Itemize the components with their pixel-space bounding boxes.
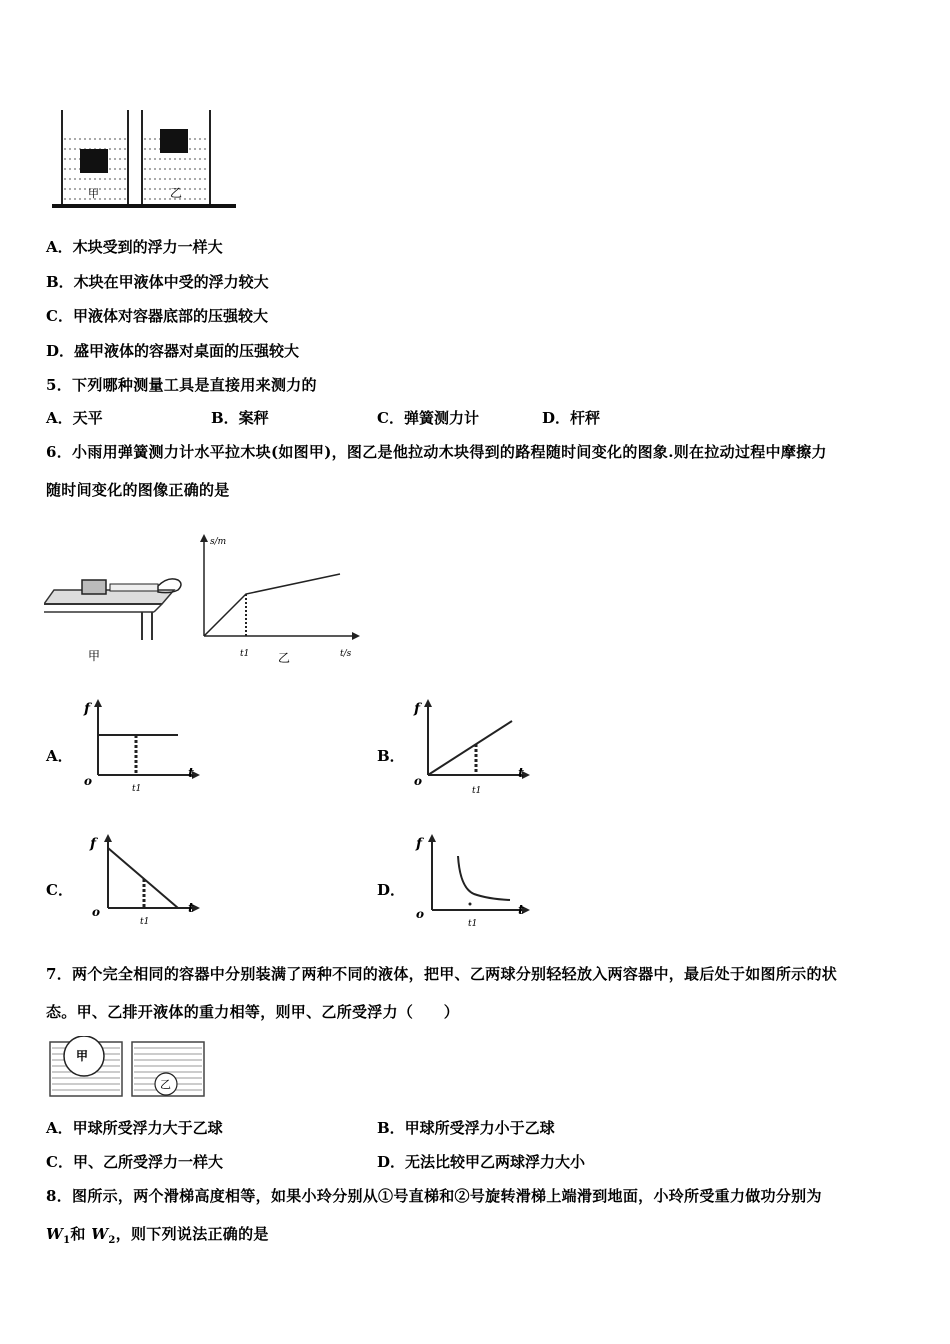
s-t-line xyxy=(204,574,340,636)
q7-container-yi xyxy=(132,1042,204,1096)
q6-figure-jia xyxy=(44,560,194,670)
t1-label: t1 xyxy=(240,649,250,659)
ball-yi-label: 乙 xyxy=(160,1078,171,1091)
fig-label-yi: 乙 xyxy=(278,651,291,665)
q6-option-c-label[interactable]: C． xyxy=(46,881,73,899)
ball-jia-label: 甲 xyxy=(76,1049,89,1063)
graph-b-t1: t1 xyxy=(472,786,482,796)
q4-option-b[interactable]: B．木块在甲液体中受的浮力较大 xyxy=(46,273,269,291)
q4-figure xyxy=(50,105,240,215)
graph-c-f: f xyxy=(90,836,97,852)
q7-container-jia xyxy=(50,1036,122,1096)
q6-stem-line2: 随时间变化的图像正确的是 xyxy=(46,481,230,499)
graph-c-o: o xyxy=(92,905,101,919)
spring-scale xyxy=(110,584,158,591)
q4-option-d[interactable]: D．盛甲液体的容器对桌面的压强较大 xyxy=(46,342,300,360)
w2-symbol: W xyxy=(91,1225,109,1243)
q5-option-d[interactable]: D．杆秤 xyxy=(542,409,601,427)
graph-a-t1: t1 xyxy=(132,784,142,794)
graph-b-o: o xyxy=(414,774,423,788)
graph-b-t: t xyxy=(518,766,525,781)
block-yi xyxy=(160,129,188,153)
q7-stem-line1: 7．两个完全相同的容器中分别装满了两种不同的液体，把甲、乙两球分别轻轻放入两容器中，最后处于如图所示的状 xyxy=(46,965,838,983)
q6-graph-b[interactable] xyxy=(408,695,538,800)
label-jia: 甲 xyxy=(88,187,99,200)
q6-figure-yi xyxy=(192,530,362,670)
wood-block xyxy=(82,580,106,594)
t-axis-label: t/s xyxy=(340,649,352,659)
graph-d-curve xyxy=(458,856,510,900)
fig-label-jia: 甲 xyxy=(88,649,101,663)
q7-option-b[interactable]: B．甲球所受浮力小于乙球 xyxy=(377,1119,555,1137)
w1-subscript: 1 xyxy=(63,1235,71,1246)
q6-graph-c[interactable] xyxy=(78,830,208,935)
q7-option-d[interactable]: D．无法比较甲乙两球浮力大小 xyxy=(377,1153,586,1171)
graph-c-t: t xyxy=(188,901,195,916)
q7-stem-line2: 态。甲、乙排开液体的重力相等，则甲、乙所受浮力（ ） xyxy=(46,1003,460,1021)
graph-d-t: t xyxy=(518,903,525,918)
graph-b-f: f xyxy=(414,701,421,717)
q8-stem-line1: 8．图所示，两个滑梯高度相等，如果小玲分别从①号直梯和②号旋转滑梯上端滑到地面，小玲所受重力做功分别为 xyxy=(46,1187,822,1205)
graph-d-f: f xyxy=(416,836,423,852)
q6-option-a-label[interactable]: A． xyxy=(46,747,73,765)
graph-a-o: o xyxy=(84,774,93,788)
graph-d-t1: t1 xyxy=(468,919,478,929)
q6-option-b-label[interactable]: B． xyxy=(377,747,405,765)
s-axis-label: s/m xyxy=(210,537,227,547)
q5-option-a[interactable]: A．天平 xyxy=(46,409,103,427)
q8-tail: ，则下列说法正确的是 xyxy=(115,1225,269,1243)
graph-b-line xyxy=(428,721,512,775)
w2-subscript: 2 xyxy=(108,1235,116,1246)
q7-option-c[interactable]: C．甲、乙所受浮力一样大 xyxy=(46,1153,223,1171)
q6-graph-a[interactable] xyxy=(78,695,208,800)
block-jia xyxy=(80,149,108,173)
graph-a-f: f xyxy=(84,701,91,717)
graph-c-t1: t1 xyxy=(140,917,150,927)
q5-stem: 5．下列哪种测量工具是直接用来测力的 xyxy=(46,376,317,394)
q7-figure xyxy=(48,1036,213,1100)
q6-graph-d[interactable] xyxy=(408,830,538,935)
q7-option-a[interactable]: A．甲球所受浮力大于乙球 xyxy=(46,1119,223,1137)
q4-option-a[interactable]: A．木块受到的浮力一样大 xyxy=(46,238,223,256)
w1-symbol: W xyxy=(46,1225,64,1243)
q6-option-d-label[interactable]: D． xyxy=(377,881,406,899)
q5-option-c[interactable]: C．弹簧测力计 xyxy=(377,409,479,427)
q4-option-c[interactable]: C．甲液体对容器底部的压强较大 xyxy=(46,307,268,325)
q6-stem-line1: 6．小雨用弹簧测力计水平拉木块(如图甲)，图乙是他拉动木块得到的路程随时间变化的图象.则在拉动过程中摩擦力 xyxy=(46,443,827,461)
graph-d-o: o xyxy=(416,907,425,921)
and-word: 和 xyxy=(70,1225,86,1243)
graph-a-t: t xyxy=(188,766,195,781)
label-yi: 乙 xyxy=(170,186,183,200)
q8-stem-line2 xyxy=(46,1223,269,1246)
q5-option-b[interactable]: B．案秤 xyxy=(211,409,269,427)
